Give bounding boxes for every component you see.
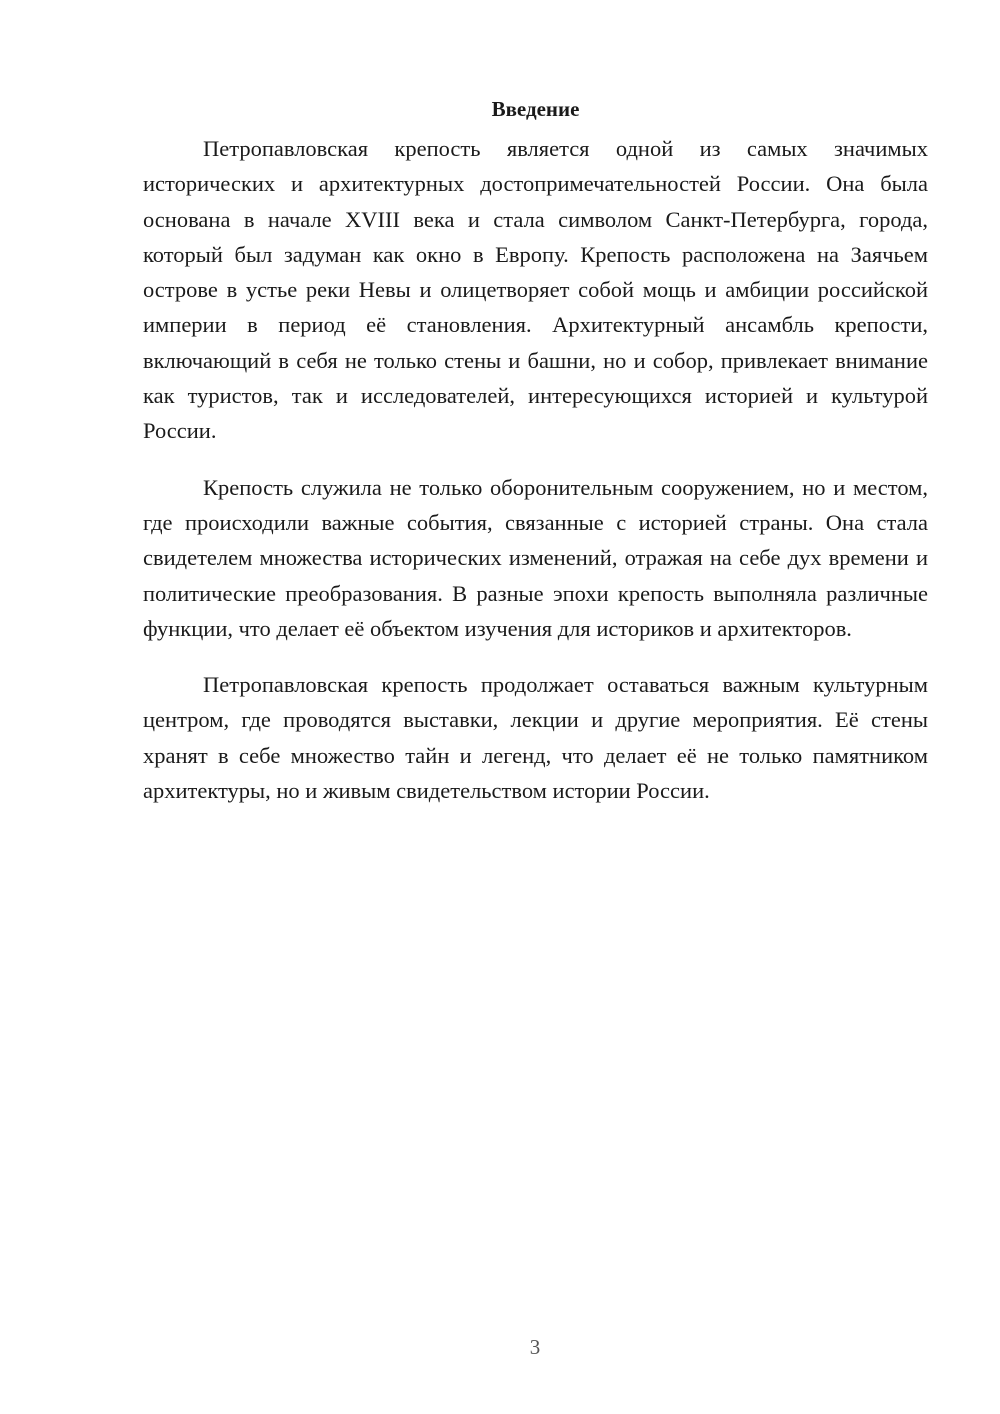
paragraph-3: Петропавловская крепость продолжает оставаться важным культурным центром, где проводятся выставки, лекции и другие мероприятия. Её стены хранят в себе множество тайн и легенд, что делает её не только памятником архитектуры, но и живым свидетельством истории России. <box>143 672 928 804</box>
paragraph-2: Крепость служила не только оборонительным сооружением, но и местом, где происходили важные события, связанные с историей страны. Она стала свидетелем множества исторических изменений, отражая на себе дух времени и политические преобразования. В разные эпохи крепость выполняла различные функции, что делает её объектом изучения для историков и архитекторов. <box>143 474 928 641</box>
page-content <box>143 92 928 829</box>
paragraph-1: Петропавловская крепость является одной из самых значимых исторических и архитектурных достопримечательностей России. Она была основана в начале XVIII века и стала символом Санкт-Петербурга, города, который был задуман как окно в Европу. Крепость расположена на Заячьем острове в устье реки Невы и олицетворяет собой мощь и амбиции российской империи в период её становления. Архитектурный ансамбль крепости, включающий в себя не только стены и башни, но и собор, привлекает внимание как туристов, так и исследователей, интересующихся историей и культурой России. <box>143 136 928 444</box>
page-number: 3 <box>529 1335 541 1359</box>
section-heading: Введение <box>491 97 580 121</box>
